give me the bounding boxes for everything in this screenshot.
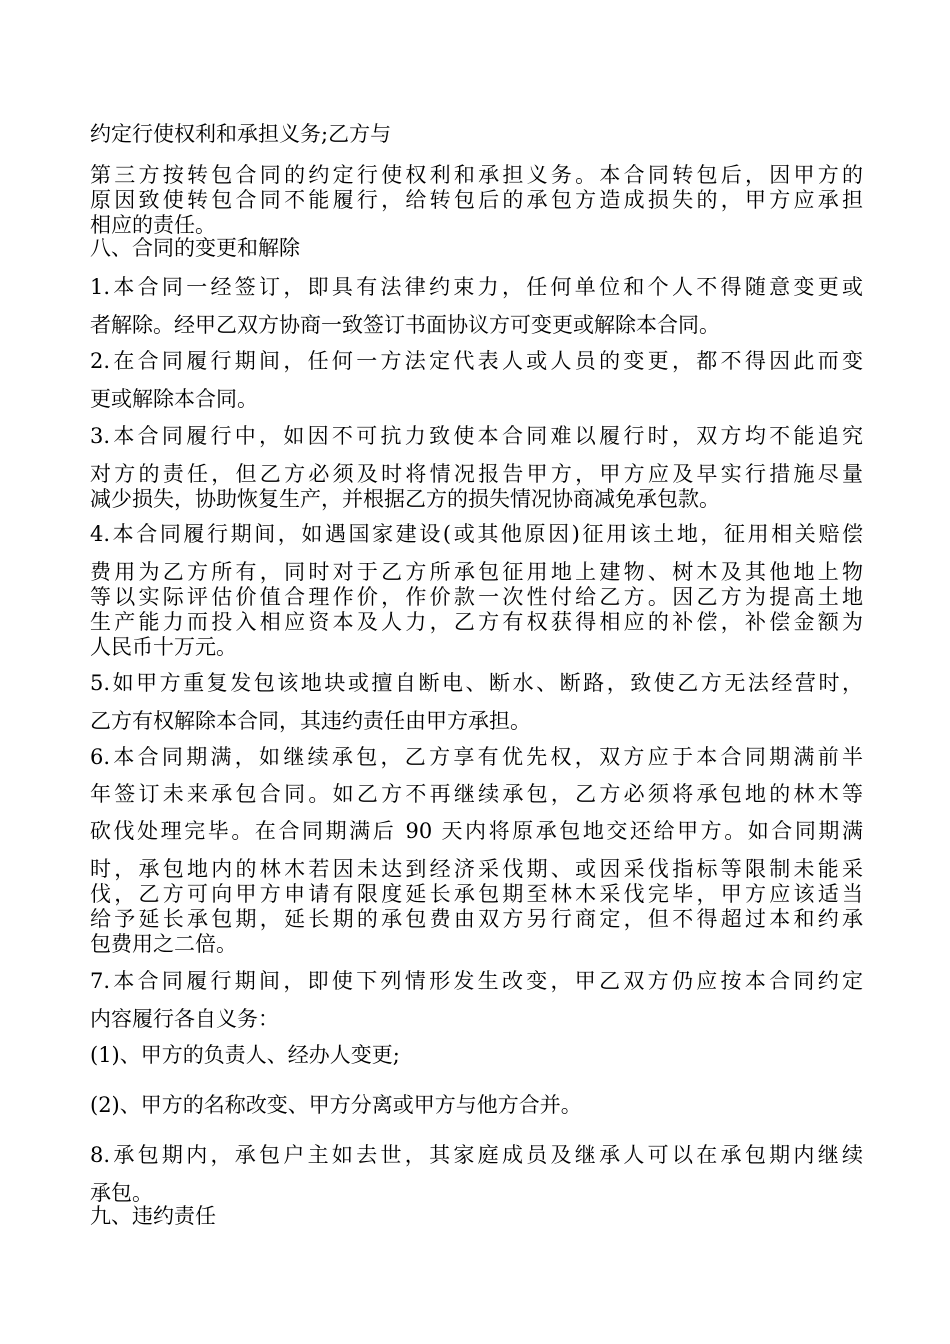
text-line: 3.本合同履行中，如因不可抗力致使本合同难以履行时，双方均不能追究 [90, 424, 863, 448]
text-line: 约定行使权利和承担义务;乙方与 [90, 122, 392, 146]
text-line: 年签订未来承包合同。如乙方不再继续承包，乙方必须将承包地的林木等 [90, 782, 863, 806]
list-item: (2)、甲方的名称改变、甲方分离或甲方与他方合并。 [90, 1093, 582, 1117]
text-line: 时，承包地内的林木若因未达到经济采伐期、或因采伐指标等限制未能采 [90, 857, 863, 881]
text-line: 原因致使转包合同不能履行，给转包后的承包方造成损失的，甲方应承担 [90, 188, 863, 212]
text-line: 生产能力而投入相应资本及人力，乙方有权获得相应的补偿，补偿金额为 [90, 610, 863, 634]
text-line: 乙方有权解除本合同，其违约责任由甲方承担。 [90, 709, 531, 733]
text-line: 4.本合同履行期间，如遇国家建设(或其他原因)征用该土地，征用相关赔偿 [90, 522, 863, 546]
text-line: 6.本合同期满，如继续承包，乙方享有优先权，双方应于本合同期满前半 [90, 745, 863, 769]
text-line: 伐，乙方可向甲方申请有限度延长承包期至林木采伐完毕，甲方应该适当 [90, 882, 863, 906]
text-line: 对方的责任，但乙方必须及时将情况报告甲方，甲方应及早实行措施尽量 [90, 462, 863, 486]
text-line: 者解除。经甲乙双方协商一致签订书面协议方可变更或解除本合同。 [90, 313, 720, 337]
text-line: 等以实际评估价值合理作价，作价款一次性付给乙方。因乙方为提高土地 [90, 585, 863, 609]
text-line: 内容履行各自义务： [90, 1007, 279, 1031]
text-line: 给予延长承包期，延长期的承包费由双方另行商定，但不得超过本和约承 [90, 907, 863, 931]
text-line: 费用为乙方所有，同时对于乙方所承包征用地上建物、树木及其他地上物 [90, 560, 863, 584]
text-line: 第三方按转包合同的约定行使权利和承担义务。本合同转包后，因甲方的 [90, 163, 863, 187]
text-line: 相应的责任。 [90, 213, 216, 237]
text-line: 包费用之二倍。 [90, 932, 237, 956]
text-line: 2.在合同履行期间，任何一方法定代表人或人员的变更，都不得因此而变 [90, 349, 863, 373]
list-item: (1)、甲方的负责人、经办人变更; [90, 1043, 400, 1067]
text-line: 人民币十万元。 [90, 635, 237, 659]
section-heading: 八、合同的变更和解除 [90, 236, 300, 260]
section-heading: 九、违约责任 [90, 1204, 216, 1228]
text-line: 更或解除本合同。 [90, 387, 258, 411]
text-line: 5.如甲方重复发包该地块或擅自断电、断水、断路，致使乙方无法经营时， [90, 671, 863, 695]
text-line: 1.本合同一经签订，即具有法律约束力，任何单位和个人不得随意变更或 [90, 275, 863, 299]
text-line: 减少损失，协助恢复生产，并根据乙方的损失情况协商减免承包款。 [90, 487, 720, 511]
text-line: 7.本合同履行期间，即使下列情形发生改变，甲乙双方仍应按本合同约定 [90, 969, 863, 993]
text-line: 砍伐处理完毕。在合同期满后 90 天内将原承包地交还给甲方。如合同期满 [90, 819, 863, 843]
text-line: 8.承包期内，承包户主如去世，其家庭成员及继承人可以在承包期内继续 [90, 1143, 863, 1167]
text-line: 承包。 [90, 1181, 153, 1205]
